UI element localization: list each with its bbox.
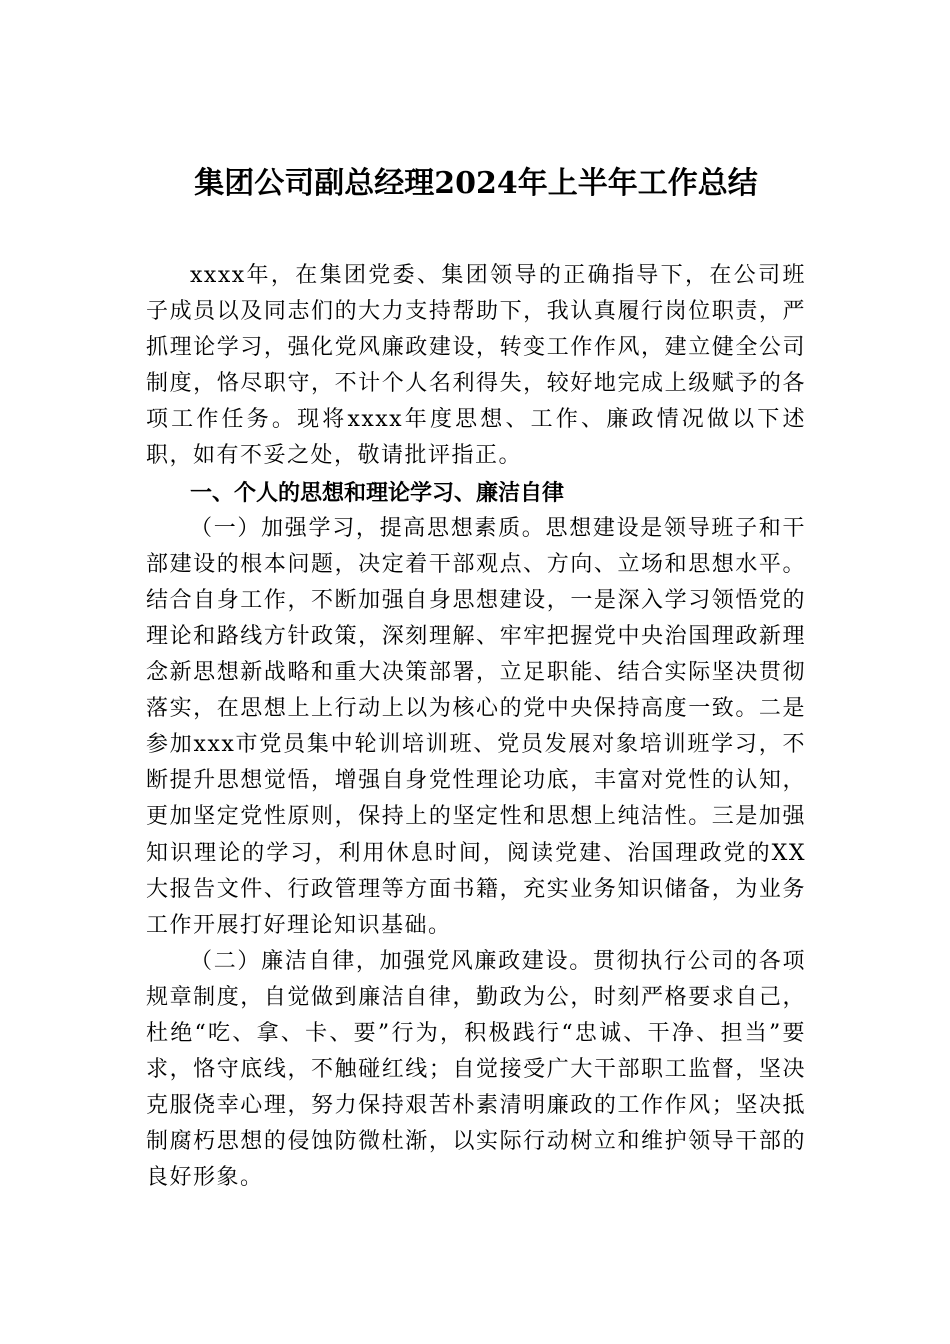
document-title: 集团公司副总经理2024年上半年工作总结 <box>194 166 758 201</box>
subsection-paragraph-1: （一）加强学习，提高思想素质。思想建设是领导班子和干部建设的根本问题，决定着干部观点、方向、立场和思想水平。结合自身工作，不断加强自身思想建设，一是深入学习领悟党的理论和路线方针政策，深刻理解、牢牢把握党中央治国理政新理念新思想新战略和重大决策部署，立足职能、结合实际坚决贯彻落实，在思想上上行动上以为核心的党中央保持高度一致。二是参加xxx市党员集中轮训培训班、党员发展对象培训班学习，不断提升思想觉悟，增强自身党性理论功底，丰富对党性的认知，更加坚定党性原则，保持上的坚定性和思想上纯洁性。三是加强知识理论的学习，利用休息时间，阅读党建、治国理政党的XX大报告文件、行政管理等方面书籍，充实业务知识储备，为业务工作开展打好理论知识基础。 <box>146 515 806 938</box>
document-body <box>146 258 806 1196</box>
document-page <box>146 162 806 1196</box>
intro-paragraph: xxxx年，在集团党委、集团领导的正确指导下，在公司班子成员以及同志们的大力支持帮助下，我认真履行岗位职责，严抓理论学习，强化党风廉政建设，转变工作作风，建立健全公司制度，恪尽职守，不计个人名利得失，较好地完成上级赋予的各项工作任务。现将xxxx年度思想、工作、廉政情况做以下述职，如有不妥之处，敬请批评指正。 <box>146 263 806 469</box>
section-heading: 一、个人的思想和理论学习、廉洁自律 <box>190 479 565 506</box>
subsection-paragraph-2: （二）廉洁自律，加强党风廉政建设。贯彻执行公司的各项规章制度，自觉做到廉洁自律，勤政为公，时刻严格要求自己，杜绝“吃、拿、卡、要”行为，积极践行“忠诚、干净、担当”要求，恪守底线，不触碰红线；自觉接受广大干部职工监督，坚决克服侥幸心理，努力保持艰苦朴素清明廉政的工作作风；坚决抵制腐朽思想的侵蚀防微杜渐，以实际行动树立和维护领导干部的良好形象。 <box>146 948 806 1191</box>
